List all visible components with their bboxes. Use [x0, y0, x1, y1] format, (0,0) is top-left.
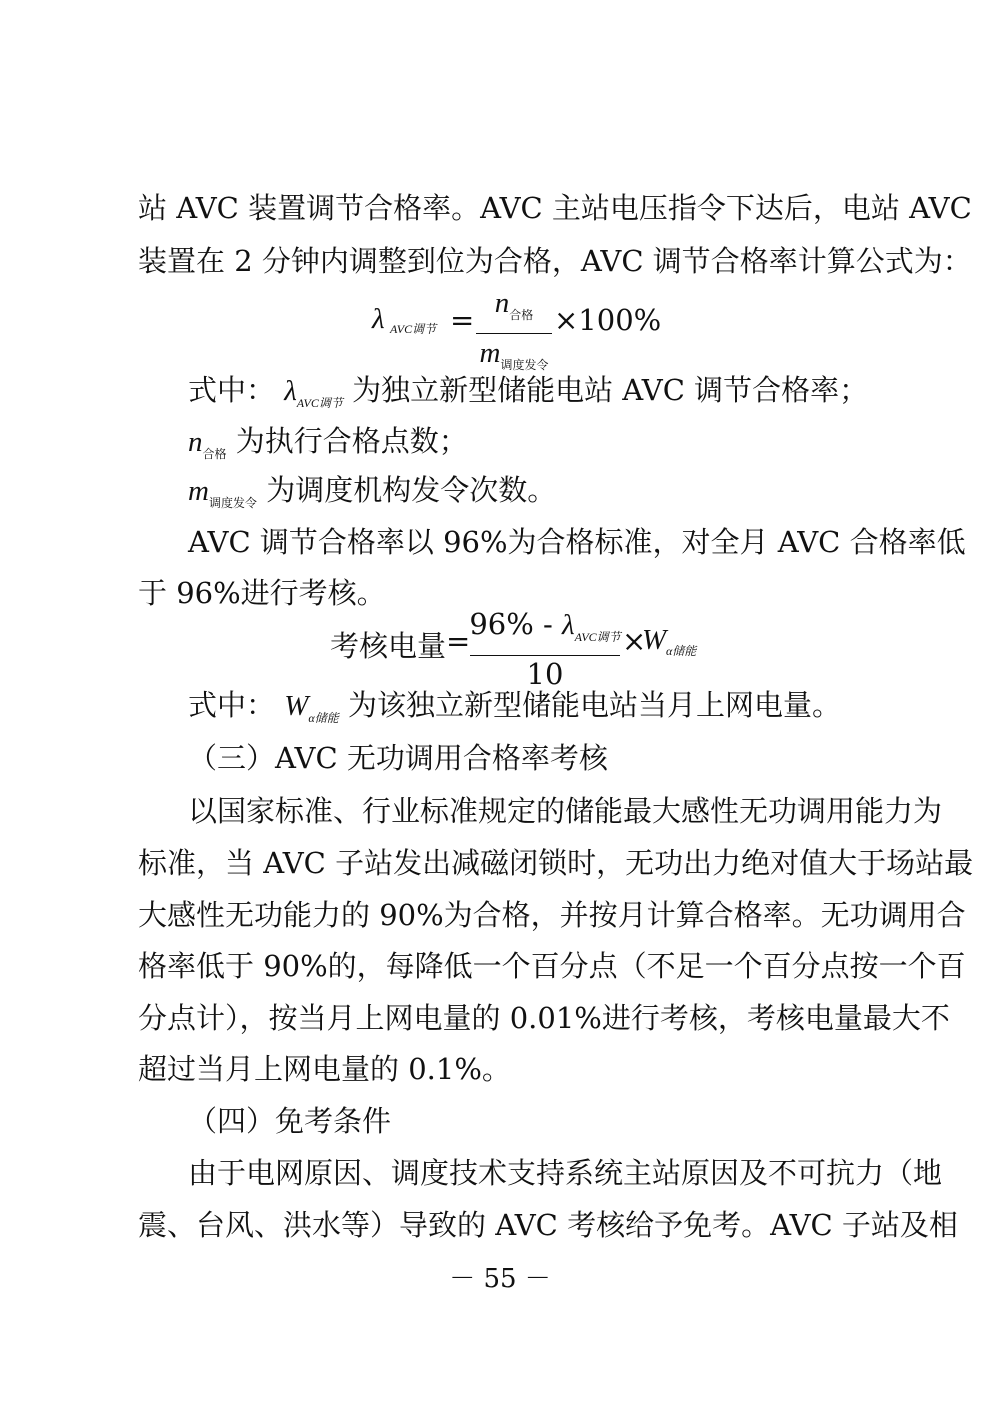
- lambda-subscript: AVC调节: [296, 396, 343, 410]
- lambda-subscript: AVC调节: [574, 630, 621, 644]
- times-sign: ×: [622, 624, 647, 658]
- m-subscript: 调度发令: [208, 496, 257, 510]
- n-symbol: n: [188, 426, 203, 458]
- where-prefix: 式中：: [188, 373, 276, 407]
- multiplier: ×100%: [554, 303, 662, 337]
- where-prefix: 式中：: [188, 688, 276, 722]
- numerator-sub: 合格: [509, 308, 534, 322]
- n-subscript: 合格: [202, 447, 227, 461]
- paragraph-line: 震、台风、洪水等）导致的 AVC 考核给予免考。AVC 子站及相: [138, 1208, 958, 1242]
- w-subscript: α储能: [666, 644, 697, 658]
- where-text: 为调度机构发令次数。: [266, 473, 557, 507]
- paragraph-line: 由于电网原因、调度技术支持系统主站原因及不可抗力（地: [188, 1156, 943, 1190]
- lambda-symbol: λ: [372, 303, 385, 335]
- denominator: 10: [526, 657, 564, 691]
- paragraph-line: 分点计），按当月上网电量的 0.01%进行考核，考核电量最大不: [138, 1001, 950, 1035]
- denominator-sub: 调度发令: [500, 358, 549, 372]
- fraction: [470, 606, 620, 692]
- fraction: [476, 284, 552, 383]
- where-text: 为执行合格点数；: [235, 424, 468, 458]
- page-number: － 55 －: [449, 1264, 551, 1294]
- where-text: 为独立新型储能电站 AVC 调节合格率；: [352, 373, 869, 407]
- numerator-text: 96% -: [469, 607, 563, 641]
- lambda-symbol: λ: [562, 609, 575, 641]
- w-subscript: α储能: [308, 711, 339, 725]
- where-line: [188, 370, 878, 423]
- w-symbol: W: [642, 624, 667, 656]
- section-heading: （四）免考条件: [188, 1104, 392, 1138]
- lambda-subscript: AVC调节: [390, 322, 437, 336]
- formula-assessment: [330, 607, 730, 691]
- m-symbol: m: [188, 475, 209, 507]
- paragraph-line: AVC 调节合格率以 96%为合格标准，对全月 AVC 合格率低: [188, 525, 966, 559]
- paragraph-line: 装置在 2 分钟内调整到位为合格，AVC 调节合格率计算公式为：: [138, 244, 972, 278]
- formula-avc-rate: [372, 287, 672, 372]
- section-heading: （三）AVC 无功调用合格率考核: [188, 741, 608, 775]
- paragraph-line: 格率低于 90%的，每降低一个百分点（不足一个百分点按一个百: [138, 949, 966, 983]
- where-text: 为该独立新型储能电站当月上网电量。: [347, 688, 841, 722]
- paragraph-line: 于 96%进行考核。: [138, 576, 386, 610]
- paragraph-line: 以国家标准、行业标准规定的储能最大感性无功调用能力为: [188, 794, 943, 828]
- numerator-var: n: [494, 287, 510, 319]
- equals-sign: =: [450, 303, 475, 337]
- paragraph-line: 大感性无功能力的 90%为合格，并按月计算合格率。无功调用合: [138, 898, 966, 932]
- denominator-var: m: [479, 337, 501, 369]
- paragraph-line: 站 AVC 装置调节合格率。AVC 主站电压指令下达后，电站 AVC: [138, 191, 972, 225]
- w-symbol: W: [284, 690, 309, 722]
- where-line: [188, 685, 878, 738]
- paragraph-line: 标准，当 AVC 子站发出减磁闭锁时，无功出力绝对值大于场站最: [138, 846, 974, 880]
- paragraph-line: 超过当月上网电量的 0.1%。: [138, 1052, 511, 1086]
- lambda-symbol: λ: [284, 375, 297, 407]
- equals-sign: =: [446, 624, 471, 658]
- where-line: [188, 470, 878, 523]
- lhs-label: 考核电量: [330, 629, 447, 663]
- where-line: [188, 421, 878, 474]
